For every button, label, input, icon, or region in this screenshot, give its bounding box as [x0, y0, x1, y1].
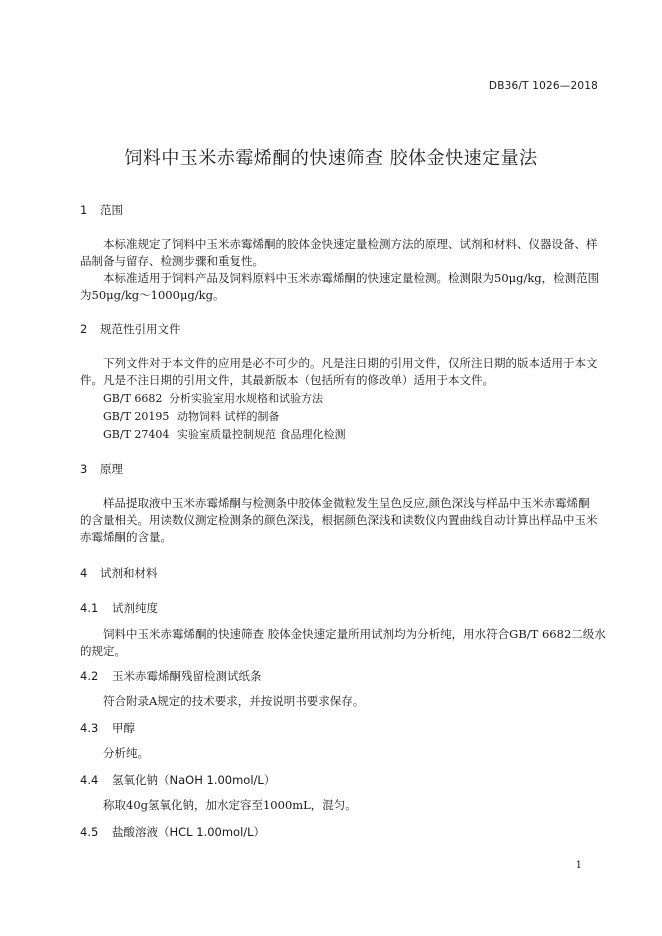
reference-item: [103, 426, 346, 442]
subsection-number: 4.3: [80, 721, 99, 735]
section-4-title: 试剂和材料: [100, 566, 158, 580]
standard-code: DB36/T 1026—2018: [488, 80, 598, 92]
section-1-heading: [80, 202, 123, 218]
document-title: 饲料中玉米赤霉烯酮的快速筛查 胶体金快速定量法: [124, 148, 538, 169]
subsection-4-4-line-1: 称取40g氢氧化钠，加水定容至1000mL，混匀。: [103, 798, 357, 812]
subsection-4-1-line-2: 的规定。: [80, 644, 126, 658]
section-1-number: 1: [80, 203, 88, 217]
subsection-number: 4.4: [80, 773, 99, 787]
section-3-title: 原理: [100, 462, 123, 476]
reference-title: 动物饲料 试样的制备: [177, 410, 280, 423]
section-1-para-2-line-2: 为50μg/kg～1000μg/kg。: [80, 288, 225, 302]
page-number: 1: [575, 860, 582, 871]
section-4-number: 4: [80, 566, 88, 580]
reference-code: GB/T 6682: [103, 392, 163, 405]
reference-code: GB/T 20195: [103, 410, 170, 423]
subsection-4-3-line-1: 分析纯。: [103, 746, 149, 760]
subsection-number: 4.5: [80, 825, 99, 839]
subsection-4-3-heading: [80, 720, 135, 736]
subsection-4-1-heading: [80, 600, 158, 616]
section-3-para-line-2: 的含量相关。用读数仪测定检测条的颜色深浅，根据颜色深浅和读数仪内置曲线自动计算出样品中玉米: [80, 513, 598, 527]
subsection-title: 玉米赤霉烯酮残留检测试纸条: [112, 669, 262, 683]
subsection-number: 4.1: [80, 601, 99, 615]
section-3-number: 3: [80, 462, 88, 476]
subsection-number: 4.2: [80, 669, 99, 683]
reference-code: GB/T 27404: [103, 428, 170, 441]
subsection-4-4-heading: [80, 772, 275, 788]
subsection-title: 氢氧化钠（NaOH 1.00mol/L）: [112, 773, 276, 787]
section-3-para-line-3: 赤霉烯酮的含量。: [80, 530, 172, 544]
reference-title: 实验室质量控制规范 食品理化检测: [177, 428, 346, 441]
subsection-title: 盐酸溶液（HCL 1.00mol/L）: [112, 825, 266, 839]
section-1-para-1-line-1: 本标准规定了饲料中玉米赤霉烯酮的胶体金快速定量检测方法的原理、试剂和材料、仪器设备、样: [103, 237, 598, 251]
section-2-heading: [80, 321, 181, 337]
subsection-4-2-heading: [80, 668, 262, 684]
section-2-title: 规范性引用文件: [100, 322, 181, 336]
reference-item: [103, 408, 280, 424]
reference-title: 分析实验室用水规格和试验方法: [169, 392, 323, 405]
subsection-4-1-line-1: 饲料中玉米赤霉烯酮的快速筛查 胶体金快速定量所用试剂均为分析纯，用水符合GB/T 6682二级水: [103, 627, 606, 641]
subsection-title: 试剂纯度: [112, 601, 158, 615]
section-2-para-line-1: 下列文件对于本文件的应用是必不可少的。凡是注日期的引用文件，仅所注日期的版本适用于本文: [103, 356, 598, 370]
section-1-para-1-line-2: 品制备与留存、检测步骤和重复性。: [80, 254, 264, 268]
section-3-heading: [80, 461, 123, 477]
section-2-para-line-2: 件。凡是不注日期的引用文件，其最新版本（包括所有的修改单）适用于本文件。: [80, 373, 494, 387]
section-1-title: 范围: [100, 203, 123, 217]
section-1-para-2-line-1: 本标准适用于饲料产品及饲料原料中玉米赤霉烯酮的快速定量检测。检测限为50μg/kg，检测范围: [103, 271, 600, 285]
section-2-number: 2: [80, 322, 88, 336]
section-3-para-line-1: 样品提取液中玉米赤霉烯酮与检测条中胶体金微粒发生呈色反应,颜色深浅与样品中玉米赤霉烯酮: [103, 496, 590, 510]
section-4-heading: [80, 565, 158, 581]
subsection-4-5-heading: [80, 824, 265, 840]
subsection-title: 甲醇: [112, 721, 135, 735]
subsection-4-2-line-1: 符合附录A规定的技术要求，并按说明书要求保存。: [103, 694, 365, 708]
reference-item: [103, 390, 323, 406]
